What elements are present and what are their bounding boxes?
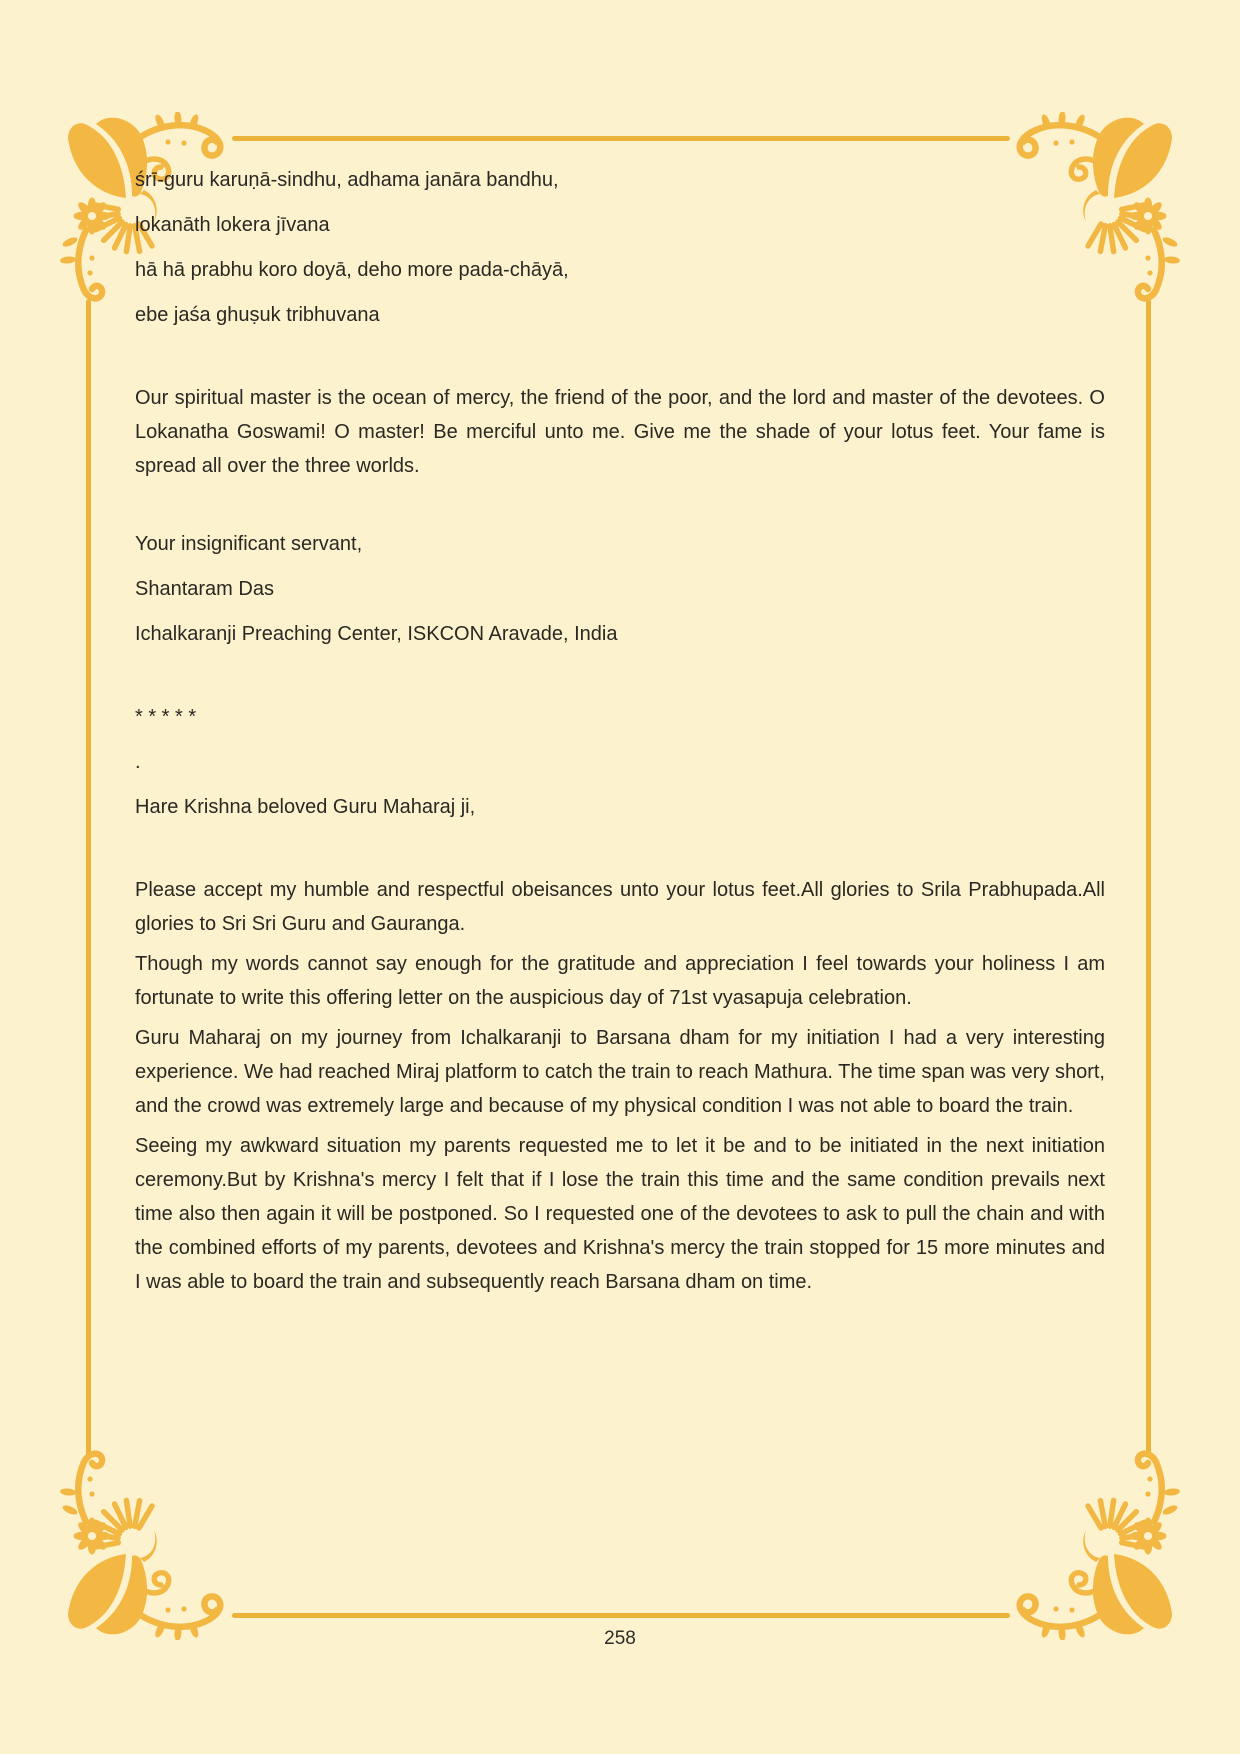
verse-line-1: śrī-guru karuṇā-sindhu, adhama janāra bandhu, <box>135 169 559 191</box>
border-left-line <box>86 299 91 1456</box>
border-right-line <box>1146 299 1151 1456</box>
stray-period: . <box>135 751 141 773</box>
border-bottom-line <box>232 1613 1010 1618</box>
section-separator-stars: * * * * * <box>135 706 197 728</box>
flower-motif-icon <box>74 198 111 235</box>
verse-line-2: lokanāth lokera jīvana <box>135 214 330 236</box>
signoff-line-3: Ichalkaranji Preaching Center, ISKCON Aravade, India <box>135 623 618 645</box>
blank-line <box>135 343 1105 381</box>
verse-translation: Our spiritual master is the ocean of mercy, the friend of the poor, and the lord and master of the devotees. O Lokanatha Goswami! O master! Be merciful unto me. Give me the shade of your lotus feet. Your fame is spread all over the three worlds. <box>135 387 1105 477</box>
signoff-line-2: Shantaram Das <box>135 578 274 600</box>
blank-line <box>135 835 1105 873</box>
verse-line-4: ebe jaśa ghuṣuk tribhuvana <box>135 304 380 326</box>
letter-paragraph-2: Though my words cannot say enough for the gratitude and appreciation I feel towards your holiness I am fortunate to write this offering letter on the auspicious day of 71st vyasapuja celebration. <box>135 953 1105 1009</box>
blank-line <box>135 662 1105 700</box>
corner-flourish-bottom-left-icon <box>56 1400 256 1640</box>
verse-line-3: hā hā prabhu koro doyā, deho more pada-chāyā, <box>135 259 569 281</box>
blank-line <box>135 489 1105 527</box>
letter-paragraph-4: Seeing my awkward situation my parents requested me to let it be and to be initiated in the next initiation ceremony.But by Krishna's mercy I felt that if I lose the train this time and the same condition prevails next time also then again it will be postponed. So I requested one of the devotees to ask to pull the chain and with the combined efforts of my parents, devotees and Krishna's mercy the train stopped for 15 more minutes and I was able to board the train and subsequently reach Barsana dham on time. <box>135 1135 1105 1293</box>
signoff-line-1: Your insignificant servant, <box>135 533 363 555</box>
letter-content <box>135 163 1105 1305</box>
letter-paragraph-1: Please accept my humble and respectful obeisances unto your lotus feet.All glories to Srila Prabhupada.All glories to Sri Sri Guru and Gauranga. <box>135 879 1105 935</box>
salutation: Hare Krishna beloved Guru Maharaj ji, <box>135 796 476 818</box>
letter-paragraph-3: Guru Maharaj on my journey from Ichalkaranji to Barsana dham for my initiation I had a very interesting experience. We had reached Miraj platform to catch the train to reach Mathura. The time span was very short, and the crowd was extremely large and because of my physical condition I was not able to board the train. <box>135 1027 1105 1117</box>
border-top-line <box>232 136 1010 141</box>
corner-flourish-bottom-right-icon <box>984 1400 1184 1640</box>
page-number: 258 <box>604 1628 636 1649</box>
